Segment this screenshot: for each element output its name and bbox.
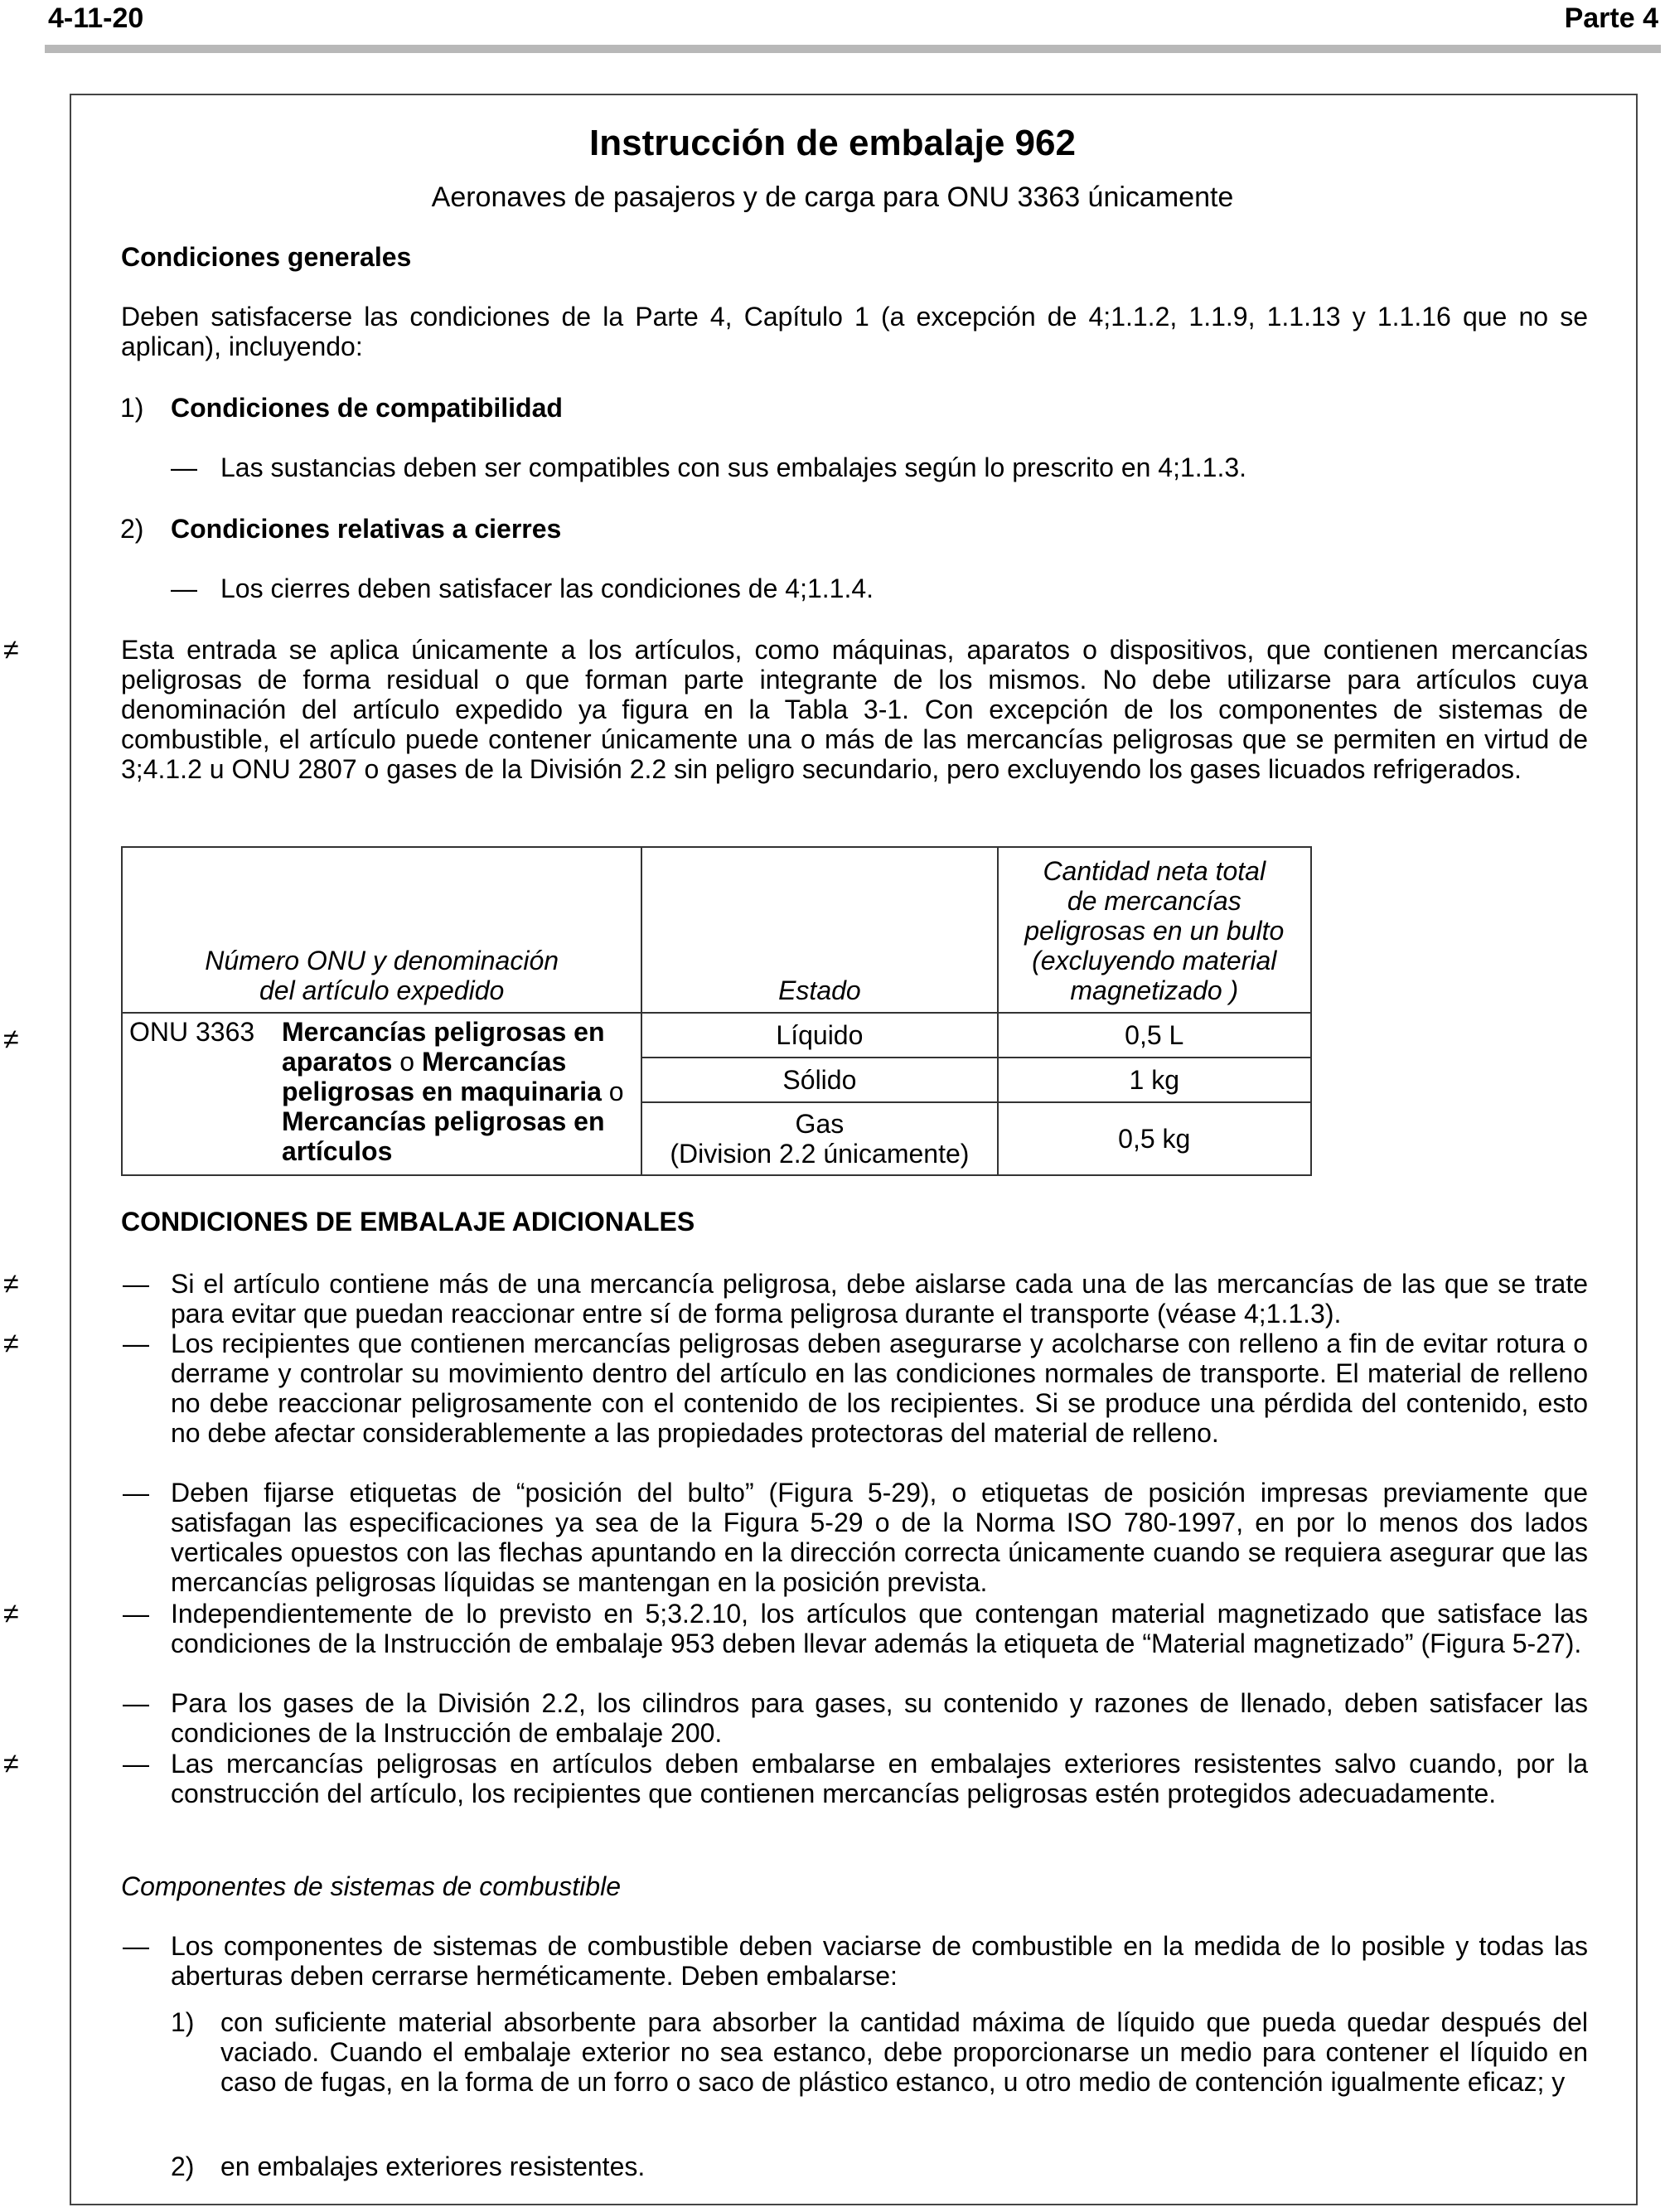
fuel-item: con suficiente material absorbente para absorber la cantidad máxima de líquido que pueda quedar después del vaciado. Cuando el embalaje exterior no sea estanco, debe proporcionarse un medio para contener el líquido en caso de fugas, en la forma de un forro o saco de plástico estanco, u otro medio de contención igualmente eficaz; y <box>220 2007 1588 2097</box>
header-state <box>641 847 997 1013</box>
dash: — <box>123 1749 149 1779</box>
shipping-name <box>282 1017 634 1166</box>
name-part: Mercancías peligrosas en maquinaria <box>282 1047 602 1106</box>
dash: — <box>123 1269 149 1299</box>
quantity-cell: 0,5 kg <box>998 1102 1311 1175</box>
page-header-right: Parte 4 <box>1564 2 1658 34</box>
compatibility-heading: Condiciones de compatibilidad <box>171 393 563 423</box>
change-mark: ≠ <box>3 634 19 666</box>
fuel-components-heading: Componentes de sistemas de combustible <box>121 1871 621 1901</box>
header-text: Estado <box>778 975 861 1005</box>
page-header-left: 4-11-20 <box>48 2 144 34</box>
header-rule <box>45 45 1661 53</box>
change-mark: ≠ <box>3 1024 19 1055</box>
change-mark: ≠ <box>3 1598 19 1629</box>
state-cell: Sólido <box>641 1058 997 1102</box>
quantity-table <box>121 846 1312 1176</box>
header-quantity <box>998 847 1311 1013</box>
fuel-item: en embalajes exteriores resistentes. <box>220 2151 646 2181</box>
additional-item: Independientemente de lo previsto en 5;3.2.10, los artículos que contengan material magnetizado que satisface las condiciones de la Instrucción de embalaje 953 deben llevar además la etiqueta de “Material magnetizado” (Figura 5-27). <box>171 1599 1588 1658</box>
dash: — <box>123 1931 149 1961</box>
change-mark: ≠ <box>3 1268 19 1300</box>
document-title: Instrucción de embalaje 962 <box>589 123 1076 163</box>
header-text: Cantidad neta total <box>1043 856 1266 886</box>
additional-item: Deben fijarse etiquetas de “posición del bulto” (Figura 5-29), o etiquetas de posición impresas previamente que satisfagan las especificaciones ya sea de la Figura 5-29 o de la Norma ISO 780-1997, en por lo menos dos lados verticales opuestos con las flechas apuntando en la dirección correcta únicamente cuando se requiera asegurar que las mercancías peligrosas líquidas se mantengan en la posición prevista. <box>171 1478 1588 1597</box>
fuel-text: Los componentes de sistemas de combustible deben vaciarse de combustible en la medida de lo posible y todas las aberturas deben cerrarse herméticamente. Deben embalarse: <box>171 1931 1588 1991</box>
closures-text: Los cierres deben satisfacer las condiciones de 4;1.1.4. <box>220 574 874 603</box>
item-number: 2) <box>120 514 144 544</box>
general-conditions-heading: Condiciones generales <box>121 242 412 272</box>
document-subtitle: Aeronaves de pasajeros y de carga para ONU 3363 únicamente <box>431 182 1234 213</box>
dash: — <box>123 1599 149 1629</box>
dash: — <box>171 453 197 482</box>
header-text: del artículo expedido <box>259 975 505 1005</box>
name-or: o <box>608 1077 624 1106</box>
dash: — <box>123 1329 149 1358</box>
state-cell <box>641 1102 997 1175</box>
additional-item: Los recipientes que contienen mercancías peligrosas deben asegurarse y acolcharse con relleno a fin de evitar rotura o derrame y controlar su movimiento dentro del artículo en las condiciones normales de transporte. El material de relleno no debe reaccionar peligrosamente con el contenido de los recipientes. Si se produce una pérdida del contenido, esto no debe afectar considerablemente a las propiedades protectoras del material de relleno. <box>171 1329 1588 1448</box>
header-un-name <box>122 847 641 1013</box>
dash: — <box>123 1688 149 1718</box>
name-part: Mercancías peligrosas en artículos <box>282 1106 605 1166</box>
dash: — <box>171 574 197 603</box>
state-text: (Division 2.2 únicamente) <box>670 1139 970 1169</box>
compatibility-text: Las sustancias deben ser compatibles con sus embalajes según lo prescrito en 4;1.1.3. <box>220 453 1247 482</box>
item-number: 2) <box>171 2151 195 2181</box>
item-number: 1) <box>120 393 144 423</box>
quantity-cell: 0,5 L <box>998 1013 1311 1058</box>
header-text: de mercancías <box>1067 886 1241 916</box>
header-text: (excluyendo material <box>1032 946 1277 975</box>
closures-heading: Condiciones relativas a cierres <box>171 514 562 544</box>
table-row <box>122 1013 1311 1058</box>
state-cell: Líquido <box>641 1013 997 1058</box>
change-mark: ≠ <box>3 1748 19 1779</box>
table-header-row <box>122 847 1311 1013</box>
header-text: magnetizado ) <box>1070 975 1239 1005</box>
additional-conditions-heading: CONDICIONES DE EMBALAJE ADICIONALES <box>121 1207 695 1237</box>
name-part: Mercancías peligrosas en aparatos <box>282 1017 605 1077</box>
name-or: o <box>399 1047 415 1077</box>
general-intro: Deben satisfacerse las condiciones de la Parte 4, Capítulo 1 (a excepción de 4;1.1.2, 1.1.9, 1.1.13 y 1.1.16 que no se aplican), incluyendo: <box>121 302 1588 361</box>
un-number: ONU 3363 <box>129 1017 255 1047</box>
additional-item: Para los gases de la División 2.2, los cilindros para gases, su contenido y razones de llenado, deben satisfacer las condiciones de la Instrucción de embalaje 200. <box>171 1688 1588 1748</box>
additional-item: Si el artículo contiene más de una mercancía peligrosa, debe aislarse cada una de las mercancías de las que se trate para evitar que puedan reaccionar entre sí de forma peligrosa durante el transporte (véase 4;1.1.3). <box>171 1269 1588 1329</box>
state-text: Gas <box>795 1109 845 1139</box>
quantity-cell: 1 kg <box>998 1058 1311 1102</box>
header-text: Número ONU y denominación <box>205 946 559 975</box>
change-mark: ≠ <box>3 1328 19 1359</box>
scope-paragraph: Esta entrada se aplica únicamente a los artículos, como máquinas, aparatos o dispositivos, que contienen mercancías peligrosas de forma residual o que forman parte integrante de los mismos. No debe utilizarse para artículos cuya denominación del artículo expedido ya figura en la Tabla 3-1. Con excepción de los componentes de sistemas de combustible, el artículo puede contener únicamente una o más de las mercancías peligrosas que se permiten en virtud de 3;4.1.2 u ONU 2807 o gases de la División 2.2 sin peligro secundario, pero excluyendo los gases licuados refrigerados. <box>121 635 1588 784</box>
additional-item: Las mercancías peligrosas en artículos deben embalarse en embalajes exteriores resistentes salvo cuando, por la construcción del artículo, los recipientes que contienen mercancías peligrosas estén protegidos adecuadamente. <box>171 1749 1588 1808</box>
un-name-cell <box>122 1013 641 1175</box>
item-number: 1) <box>171 2007 195 2037</box>
dash: — <box>123 1478 149 1508</box>
header-text: peligrosas en un bulto <box>1024 916 1285 946</box>
